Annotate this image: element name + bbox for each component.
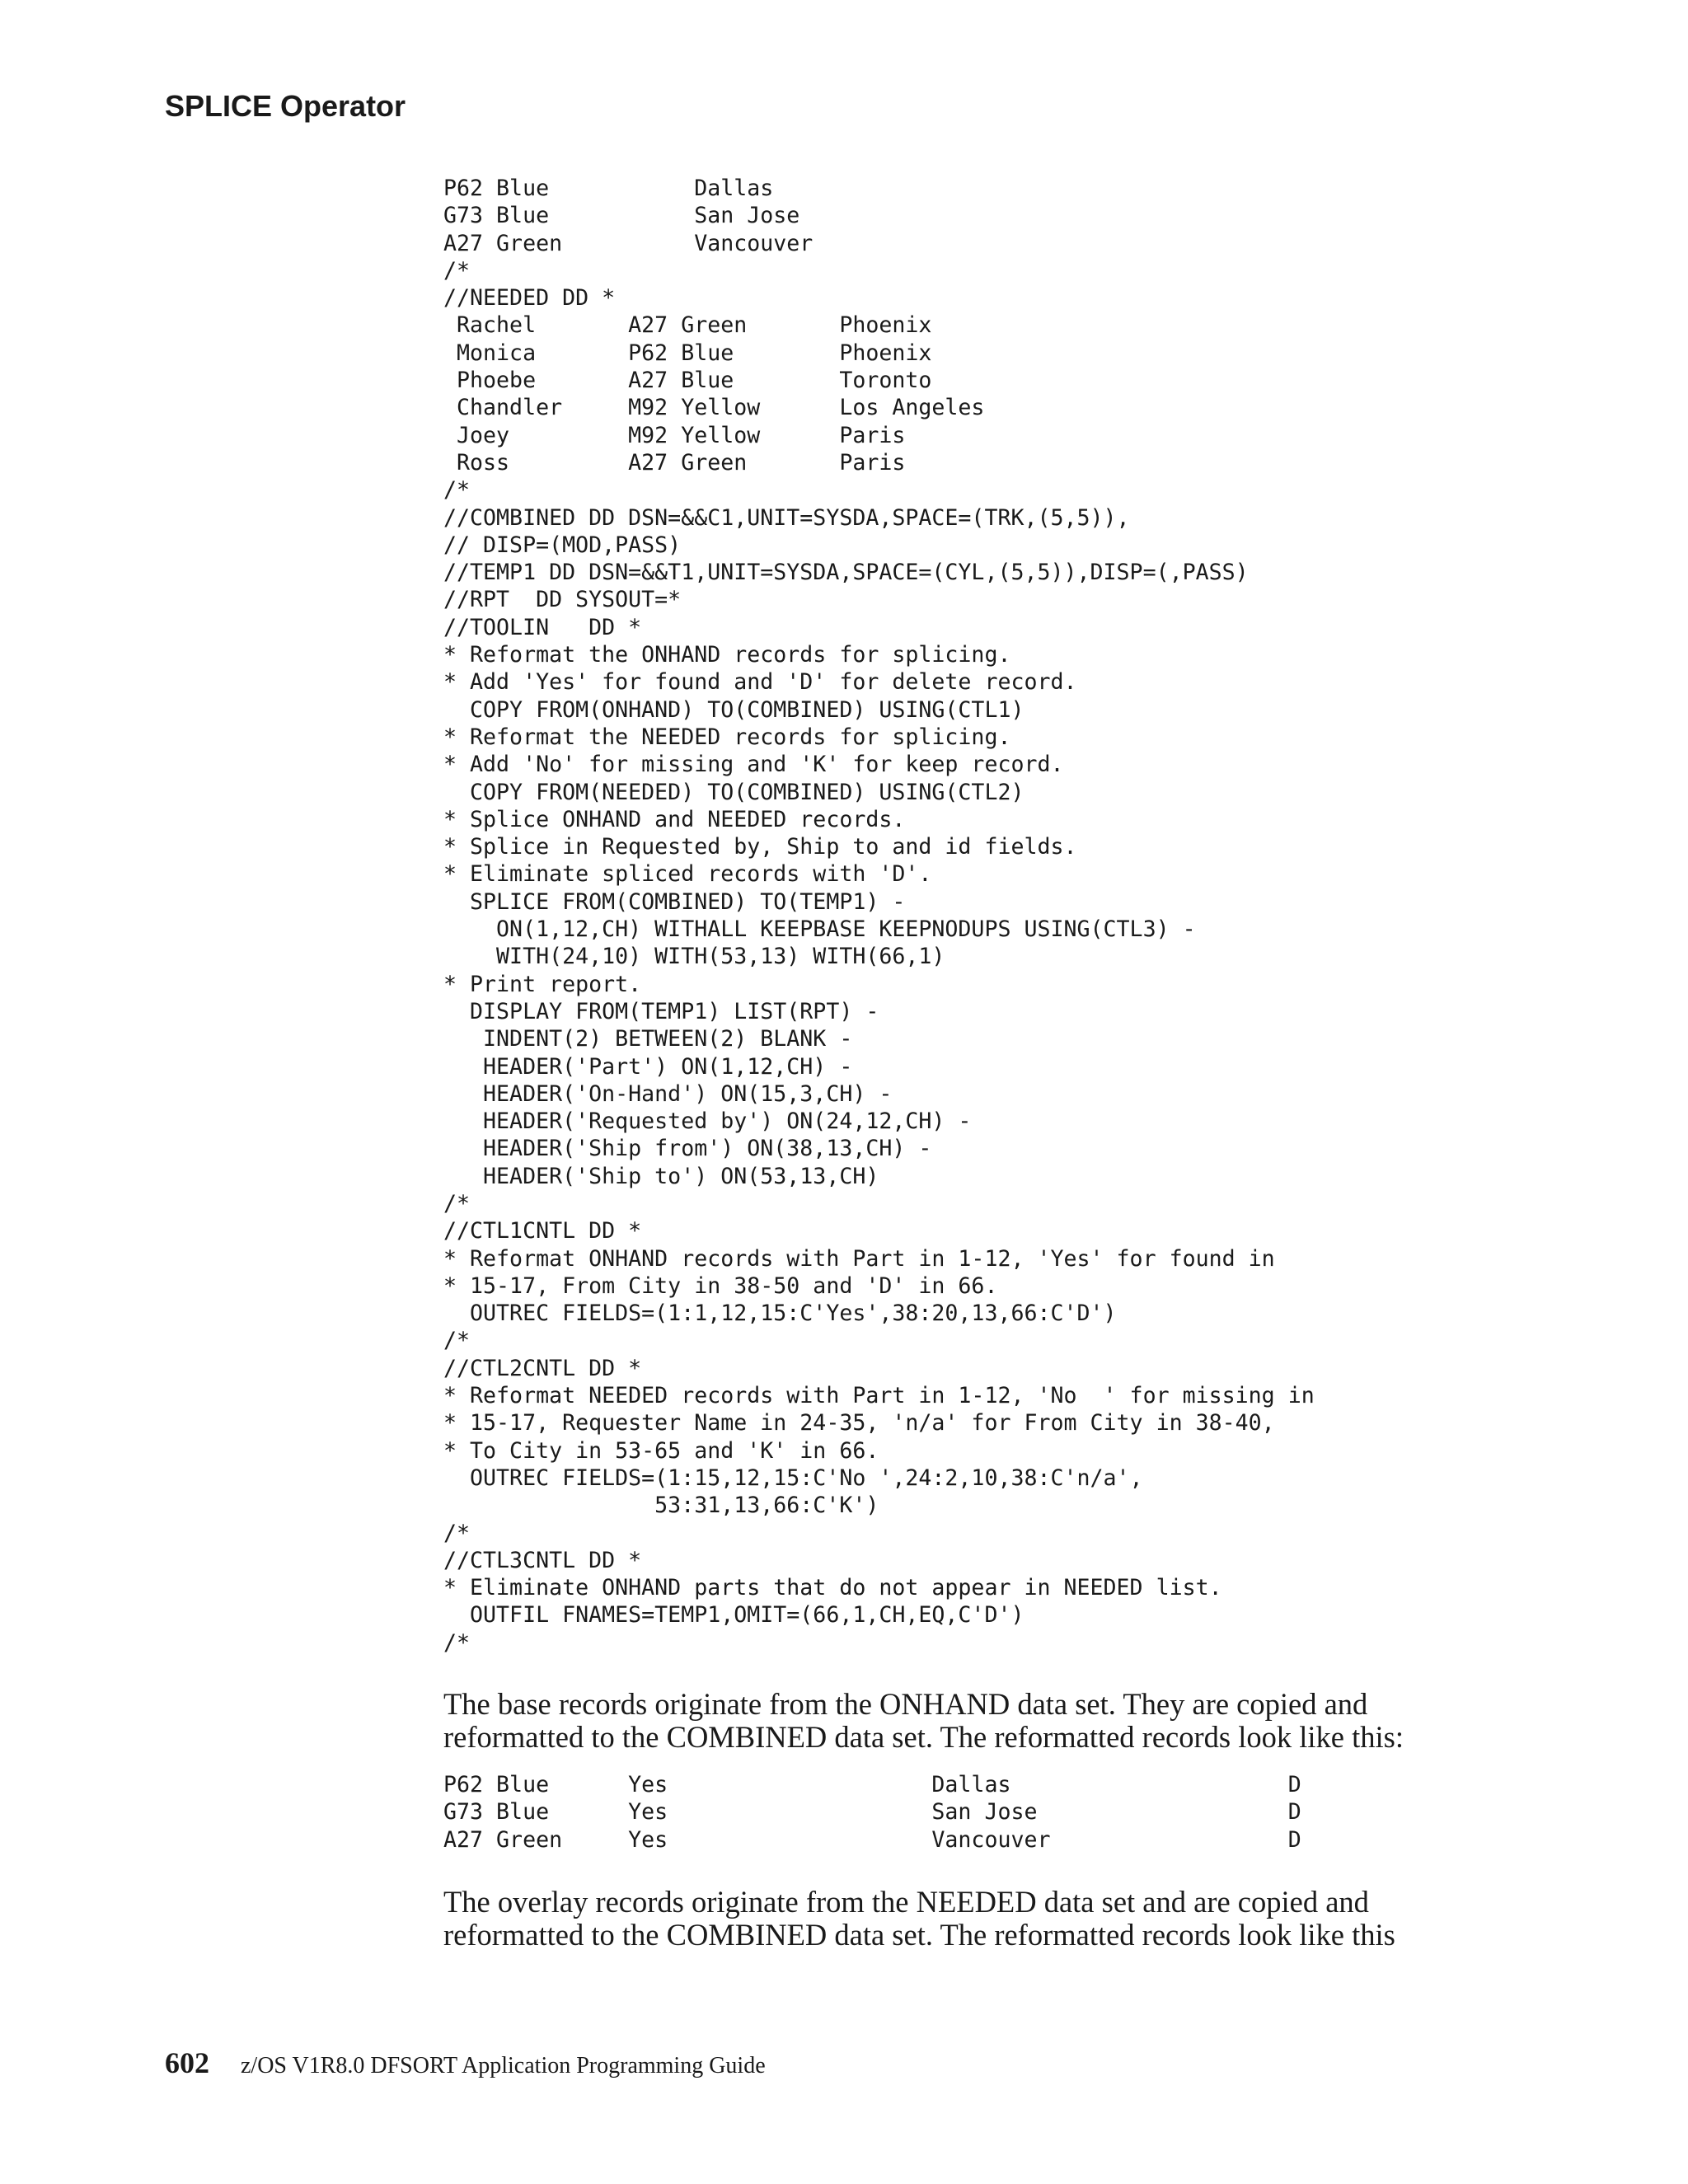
- page-number: 602: [165, 2046, 209, 2079]
- paragraph-base-records: The base records originate from the ONHAND data set. They are copied and reformatted to the COMBINED data set. The reformatted records look like this:: [443, 1687, 1404, 1754]
- jcl-code-listing: P62 Blue Dallas G73 Blue San Jose A27 Green Vancouver /* //NEEDED DD * Rachel A27 Green Phoenix Monica P62 Blue Phoenix Phoebe A27 Blue Toronto Chandler M92 Yellow Los Angeles Joey M92 Yellow Paris Ross A27 Green Paris /* //COMBINED DD DSN=&&C1,UNIT=SYSDA,SPACE=(TRK,(5,5)), // DISP=(MOD,PASS) //TEMP1 DD DSN=&&T1,UNIT=SYSDA,SPACE=(CYL,(5,5)),DISP=(,PASS) //RPT DD SYSOUT=* //TOOLIN DD * * Reformat the ONHAND records for splicing. * Add 'Yes' for found and 'D' for delete record. COPY FROM(ONHAND) TO(COMBINED) USING(CTL1) * Reformat the NEEDED records for splicing. * Add 'No' for missing and 'K' for keep record. COPY FROM(NEEDED) TO(COMBINED) USING(CTL2) * Splice ONHAND and NEEDED records. * Splice in Requested by, Ship to and id fields. * Eliminate spliced records with 'D'. SPLICE FROM(COMBINED) TO(TEMP1) - ON(1,12,CH) WITHALL KEEPBASE KEEPNODUPS USING(CTL3) - WITH(24,10) WITH(53,13) WITH(66,1) * Print report. DISPLAY FROM(TEMP1) LIST(RPT) - INDENT(2) BETWEEN(2) BLANK - HEADER('Part') ON(1,12,CH) - HEADER('On-Hand') ON(15,3,CH) - HEADER('Requested by') ON(24,12,CH) - HEADER('Ship from') ON(38,13,CH) - HEADER('Ship to') ON(53,13,CH) /* //CTL1CNTL DD * * Reformat ONHAND records with Part in 1-12, 'Yes' for found in * 15-17, From City in 38-50 and 'D' in 66. OUTREC FIELDS=(1:1,12,15:C'Yes',38:20,13,66:C'D') /* //CTL2CNTL DD * * Reformat NEEDED records with Part in 1-12, 'No ' for missing in * 15-17, Requester Name in 24-35, 'n/a' for From City in 38-40, * To City in 53-65 and 'K' in 66. OUTREC FIELDS=(1:15,12,15:C'No ',24:2,10,38:C'n/a', 53:31,13,66:C'K') /* //CTL3CNTL DD * * Eliminate ONHAND parts that do not appear in NEEDED list. OUTFIL FNAMES=TEMP1,OMIT=(66,1,CH,EQ,C'D') /*: [443, 176, 1315, 1656]
- reformatted-onhand-records: P62 Blue Yes Dallas D G73 Blue Yes San Jose D A27 Green Yes Vancouver D: [443, 1772, 1301, 1853]
- section-title: SPLICE Operator: [165, 89, 406, 123]
- paragraph-overlay-records: The overlay records originate from the NEEDED data set and are copied and reformatted to the COMBINED data set. The reformatted records look like this: [443, 1885, 1395, 1952]
- book-title: z/OS V1R8.0 DFSORT Application Programming Guide: [241, 2053, 766, 2079]
- page-footer: [165, 2046, 766, 2080]
